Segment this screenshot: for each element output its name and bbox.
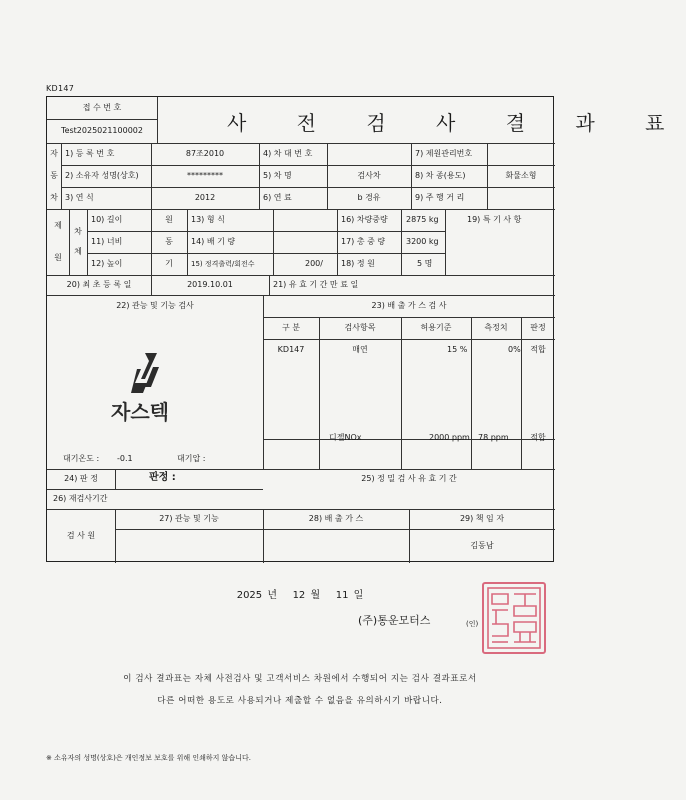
specs-side-char-2: 원 bbox=[54, 253, 62, 262]
specs-side-char-1: 제 bbox=[54, 221, 62, 230]
curb-weight-label: 16) 차량중량 bbox=[341, 215, 388, 224]
issue-month-unit: 월 bbox=[310, 590, 321, 601]
row1-limit: 15 % bbox=[447, 345, 468, 354]
inspector-function-label: 27) 관능 및 기능 bbox=[159, 514, 219, 523]
jastec-logo-text: 자스텍 bbox=[111, 400, 169, 424]
company-seal-stamp bbox=[482, 582, 546, 654]
pressure-label: 대기압 : bbox=[177, 454, 206, 463]
expiry-label: 21) 유 효 기 간 만 료 일 bbox=[273, 280, 359, 289]
vehicle-side-char-1: 자 bbox=[50, 149, 58, 158]
manager-name: 김동남 bbox=[470, 541, 494, 550]
company-name: (주)통운모터스 bbox=[358, 614, 431, 627]
row1-measured: 0% bbox=[508, 345, 521, 354]
issue-day-unit: 일 bbox=[353, 590, 364, 601]
prime-char-3: 기 bbox=[165, 259, 173, 268]
manager-label: 29) 책 임 자 bbox=[459, 514, 505, 523]
jastec-logo-icon bbox=[127, 351, 167, 397]
issue-day: 11 bbox=[335, 590, 349, 601]
row2-measured: 78 ppm bbox=[478, 433, 509, 442]
fuel-label: 6) 연 료 bbox=[263, 193, 292, 202]
row1-item: 매연 bbox=[352, 345, 368, 354]
rated-output-value: 200/ bbox=[305, 259, 323, 268]
owner-value: ********* bbox=[187, 171, 223, 180]
seal-mark: (인) bbox=[466, 620, 479, 628]
row1-verdict: 적합 bbox=[530, 345, 546, 354]
row2-limit: 2000 ppm bbox=[429, 433, 470, 442]
car-type-label: 8) 차 종(용도) bbox=[415, 171, 466, 180]
col-verdict: 판정 bbox=[530, 323, 546, 332]
special-label: 19) 특 기 사 항 bbox=[467, 215, 522, 224]
issue-month: 12 bbox=[292, 590, 306, 601]
notice-line-2: 다른 어떠한 용도로 사용되거나 제출할 수 없음을 유의하시기 바랍니다. bbox=[157, 696, 443, 706]
curb-weight-value: 2875 kg bbox=[406, 215, 439, 224]
issue-year-unit: 년 bbox=[267, 590, 278, 601]
emission-inspection-label: 23) 배 출 가 스 검 사 bbox=[371, 301, 447, 310]
rated-output-label: 15) 정격출력/회전수 bbox=[191, 260, 255, 268]
inspector-emission-label: 28) 배 출 가 스 bbox=[308, 514, 364, 523]
vin-label: 4) 차 대 번 호 bbox=[263, 149, 313, 158]
receipt-label: 접 수 번 호 bbox=[82, 103, 122, 112]
col-measured: 측정치 bbox=[484, 323, 508, 332]
year-label: 3) 연 식 bbox=[65, 193, 94, 202]
owner-label: 2) 소유자 성명(상호) bbox=[65, 171, 139, 180]
prime-char-1: 원 bbox=[165, 215, 173, 224]
inspection-form bbox=[46, 96, 686, 562]
temp-value: -0.1 bbox=[117, 454, 133, 463]
col-kind: 구 분 bbox=[282, 323, 300, 332]
judgement-label: 24) 판 정 bbox=[64, 474, 98, 483]
function-inspection-label: 22) 관능 및 기능 검사 bbox=[116, 301, 194, 310]
vehicle-side-char-2: 동 bbox=[50, 171, 58, 180]
engine-type-label: 13) 형 식 bbox=[191, 215, 225, 224]
page-code: KD147 bbox=[46, 84, 75, 93]
length-label: 10) 길이 bbox=[91, 215, 123, 224]
car-name-label: 5) 차 명 bbox=[263, 171, 292, 180]
gross-weight-label: 17) 총 중 량 bbox=[341, 237, 386, 246]
row2-verdict: 적합 bbox=[530, 433, 546, 442]
width-label: 11) 너비 bbox=[91, 237, 123, 246]
capacity-label: 18) 정 원 bbox=[341, 259, 375, 268]
inspector-label: 검 사 원 bbox=[66, 531, 96, 540]
temp-label: 대기온도 : bbox=[63, 454, 100, 463]
judgement-text: 판정 : bbox=[149, 472, 176, 483]
notice-line-1: 이 검사 결과표는 자체 사전검사 및 고객서비스 차원에서 수행되어 지는 검사 결과표로서 bbox=[123, 674, 477, 684]
reg-no-label: 1) 등 록 번 호 bbox=[65, 149, 115, 158]
car-name-value: 검사차 bbox=[357, 171, 381, 180]
gross-weight-value: 3200 kg bbox=[406, 237, 439, 246]
issue-year: 2025 bbox=[236, 590, 263, 601]
vehicle-side-char-3: 차 bbox=[50, 193, 58, 202]
height-label: 12) 높이 bbox=[91, 259, 123, 268]
precise-label: 25) 정 밀 검 사 유 효 기 간 bbox=[361, 474, 457, 483]
capacity-value: 5 명 bbox=[417, 259, 433, 268]
car-type-value: 화물소형 bbox=[505, 171, 537, 180]
mileage-label: 9) 주 행 거 리 bbox=[415, 193, 465, 202]
first-reg-label: 20) 최 초 등 록 일 bbox=[66, 280, 132, 289]
displacement-label: 14) 배 기 량 bbox=[191, 237, 236, 246]
body-char-2: 체 bbox=[74, 247, 82, 256]
prime-char-2: 동 bbox=[165, 237, 173, 246]
seal-pattern-icon bbox=[484, 584, 544, 652]
col-limit: 허용기준 bbox=[420, 323, 452, 332]
receipt-number: Test2025021100002 bbox=[61, 126, 143, 135]
reinspect-label: 26) 재검사기간 bbox=[53, 494, 108, 503]
mgmt-no-label: 7) 제원관리번호 bbox=[415, 149, 473, 158]
col-item: 검사항목 bbox=[344, 323, 376, 332]
footnote: ※ 소유자의 성명(상호)은 개인정보 보호를 위해 인쇄하지 않습니다. bbox=[46, 754, 251, 762]
reg-no-value: 87조2010 bbox=[185, 149, 225, 158]
body-char-1: 차 bbox=[74, 227, 82, 236]
row1-kind: KD147 bbox=[277, 345, 305, 354]
row2-item: 디젤NOx bbox=[329, 433, 362, 442]
document-title: 사 전 검 사 결 과 표 bbox=[227, 111, 686, 135]
first-reg-value: 2019.10.01 bbox=[187, 280, 233, 289]
year-value: 2012 bbox=[194, 193, 216, 202]
fuel-value: b 경유 bbox=[357, 193, 381, 202]
